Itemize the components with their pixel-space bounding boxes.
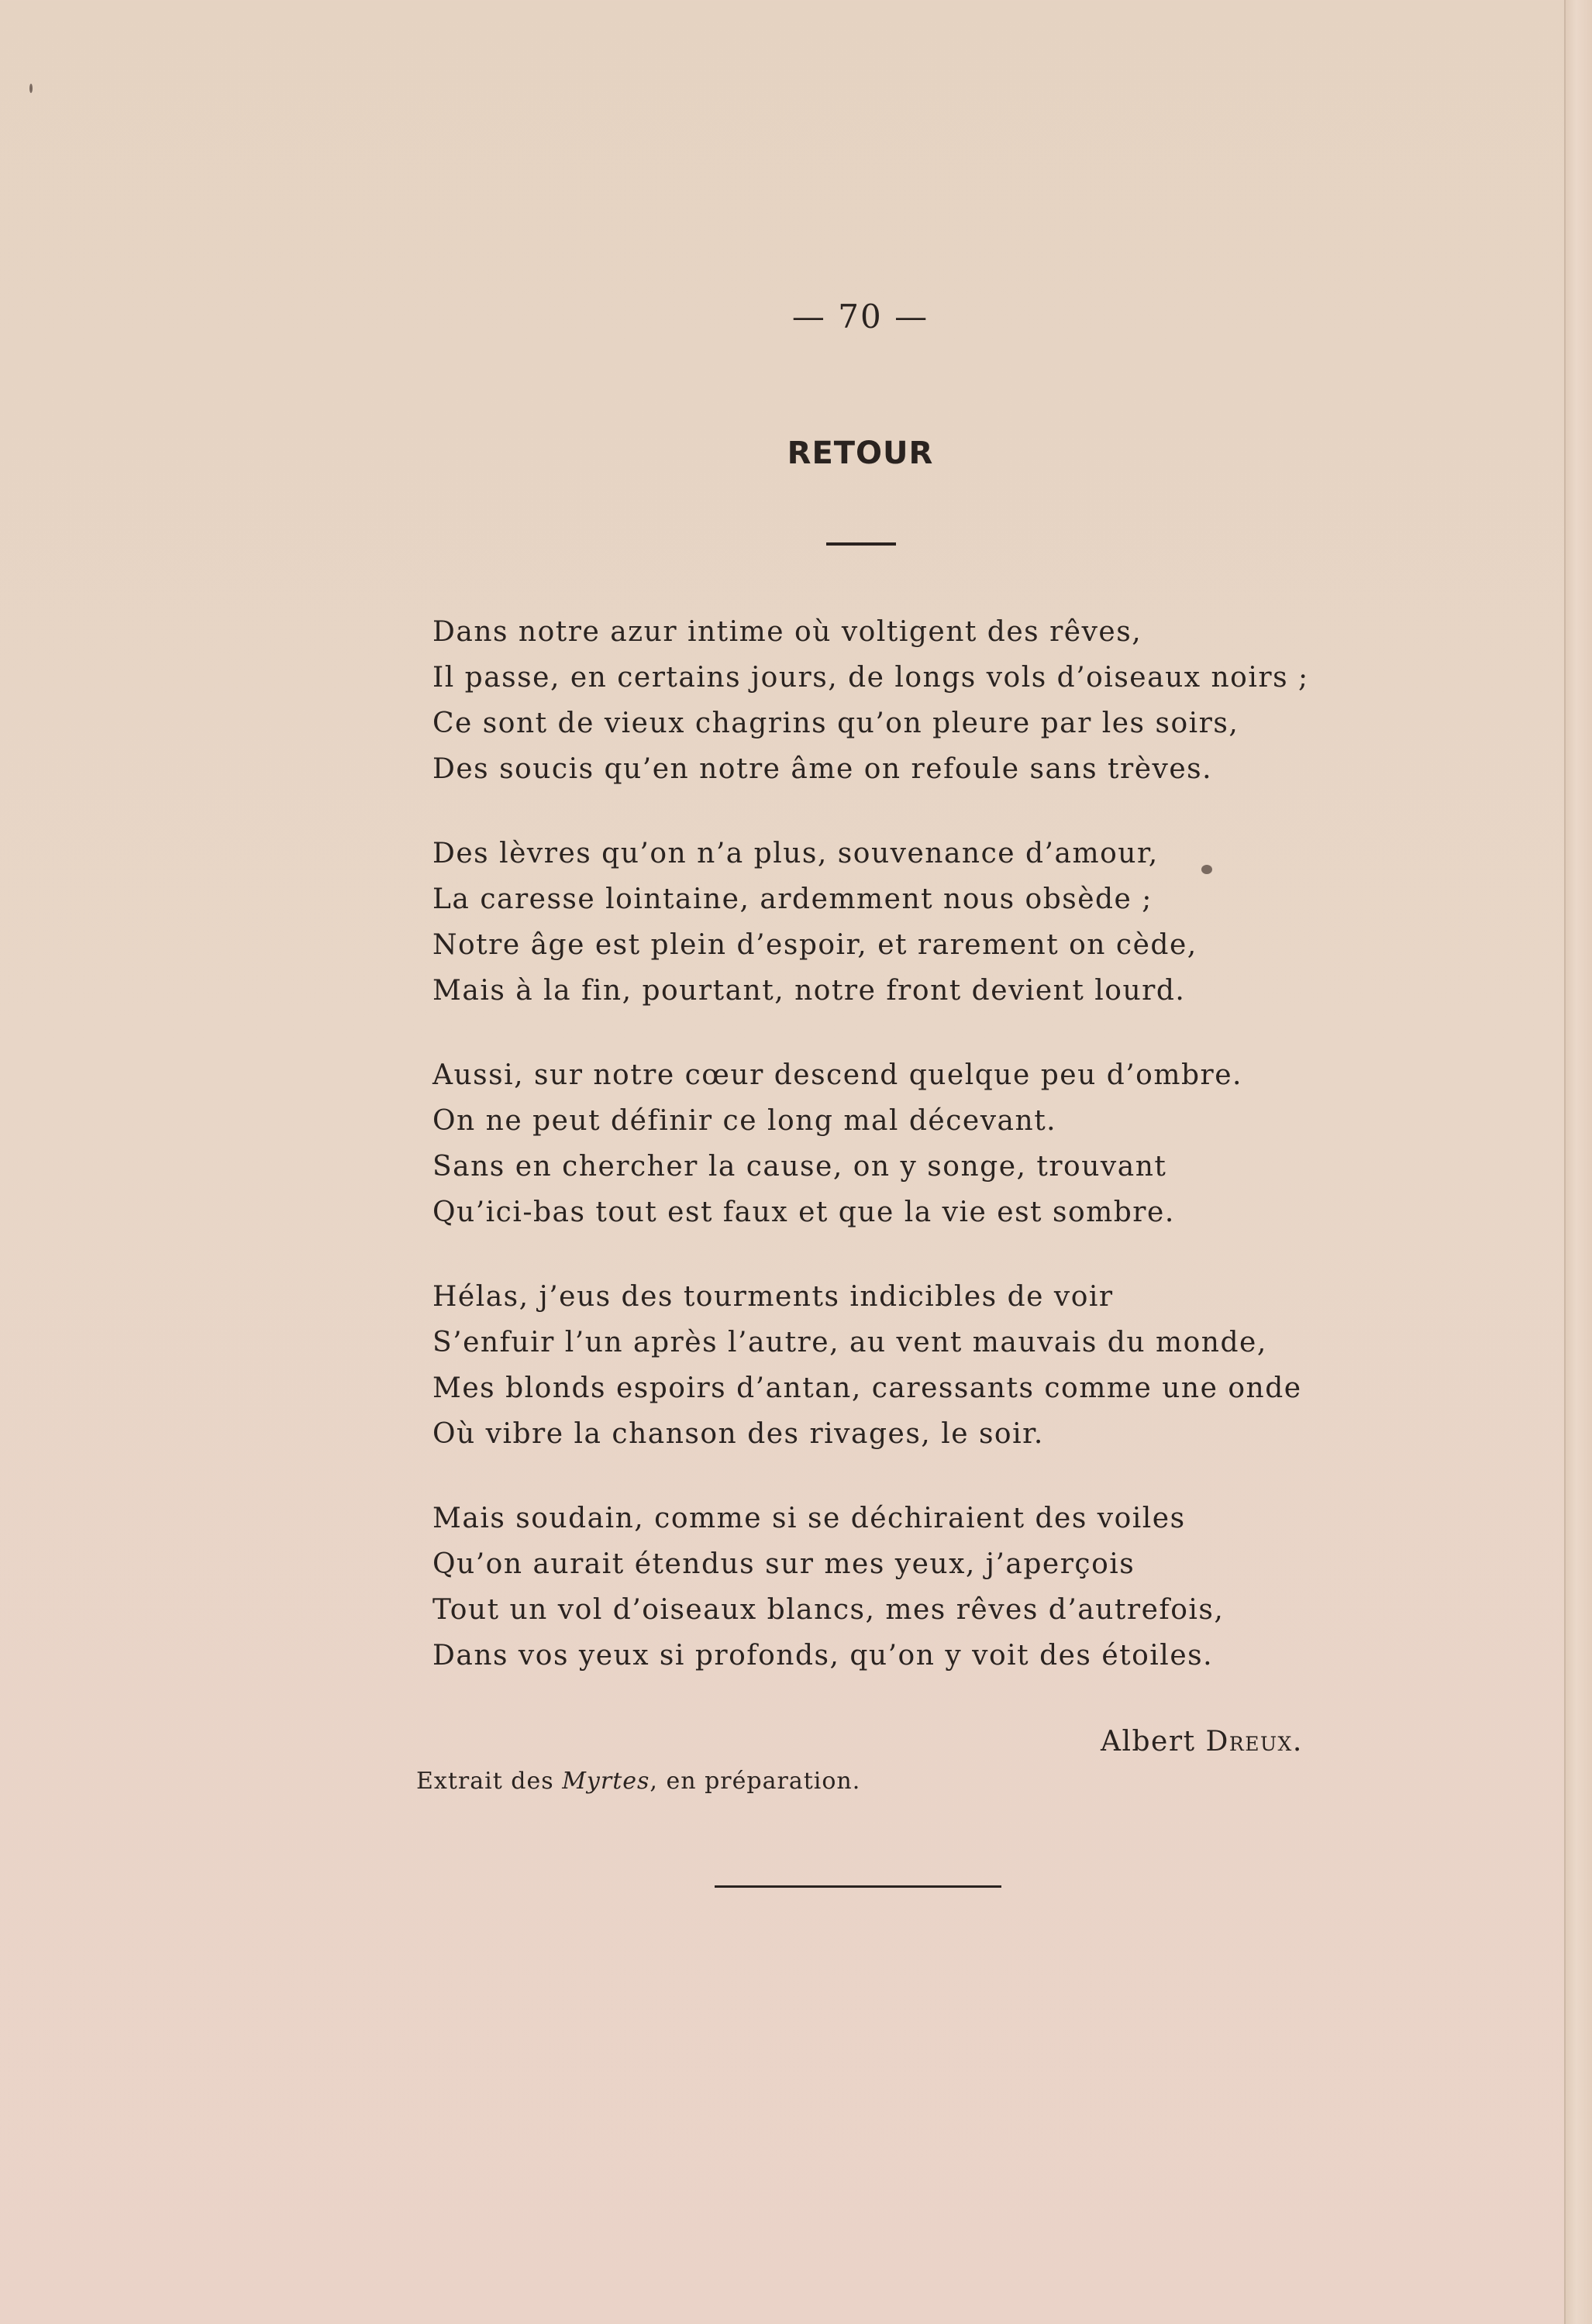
stanza	[432, 831, 1363, 1014]
end-rule	[715, 1885, 1001, 1888]
poem-line: Des lèvres qu’on n’a plus, souvenance d’amour,	[432, 838, 1159, 869]
poem-line: Sans en chercher la cause, on y songe, trouvant	[432, 1151, 1167, 1183]
poem-line: Hélas, j’eus des tourments indicibles de voir	[432, 1281, 1114, 1313]
poem-line: Qu’on aurait étendus sur mes yeux, j’aperçois	[432, 1548, 1135, 1580]
poem-line: Où vibre la chanson des rivages, le soir.	[432, 1418, 1044, 1450]
poem-line: Dans vos yeux si profonds, qu’on y voit des étoiles.	[432, 1640, 1214, 1672]
poem-body	[432, 609, 1363, 1717]
poem-title: RETOUR	[787, 436, 934, 471]
signature-period: .	[1292, 1726, 1303, 1758]
poem-line: Qu’ici-bas tout est faux et que la vie est sombre.	[432, 1196, 1175, 1228]
stanza	[432, 1052, 1363, 1235]
page-number: — 70 —	[791, 298, 929, 336]
poem-line: Des soucis qu’en notre âme on refoule sans trèves.	[432, 753, 1213, 785]
author-surname-initial: D	[1205, 1726, 1229, 1758]
poem-line: Aussi, sur notre cœur descend quelque peu d’ombre.	[432, 1059, 1242, 1091]
poem-line: Il passe, en certains jours, de longs vols d’oiseaux noirs ;	[432, 662, 1309, 694]
source-note-work-title: Myrtes	[562, 1768, 650, 1795]
poem-line: La caresse lointaine, ardemment nous obsède ;	[432, 883, 1153, 915]
title-rule	[826, 542, 896, 546]
poem-line: Mes blonds espoirs d’antan, caressants comme une onde	[432, 1372, 1302, 1404]
poem-line: Tout un vol d’oiseaux blancs, mes rêves d’autrefois,	[432, 1594, 1225, 1626]
stanza	[432, 1496, 1363, 1678]
poem-line: Mais soudain, comme si se déchiraient des voiles	[432, 1503, 1186, 1534]
source-note-prefix: Extrait des	[416, 1768, 554, 1795]
author-surname-rest: reux	[1228, 1726, 1293, 1758]
poem-line: S’enfuir l’un après l’autre, au vent mauvais du monde,	[432, 1327, 1267, 1358]
poem-line: On ne peut définir ce long mal décevant.	[432, 1105, 1057, 1137]
source-note-suffix: , en préparation.	[650, 1768, 861, 1795]
author-first-name: Albert	[1101, 1726, 1196, 1758]
source-note	[416, 1768, 860, 1795]
ink-speck	[29, 84, 33, 93]
poem-line: Mais à la fin, pourtant, notre front devient lourd.	[432, 975, 1186, 1007]
stanza	[432, 1274, 1363, 1457]
author-signature	[1101, 1726, 1303, 1758]
poem-line: Notre âge est plein d’espoir, et rarement on cède,	[432, 929, 1197, 961]
poem-line: Dans notre azur intime où voltigent des rêves,	[432, 616, 1142, 648]
poem-line: Ce sont de vieux chagrins qu’on pleure par les soirs,	[432, 708, 1239, 739]
stanza	[432, 609, 1363, 792]
page-edge	[1564, 0, 1592, 2324]
